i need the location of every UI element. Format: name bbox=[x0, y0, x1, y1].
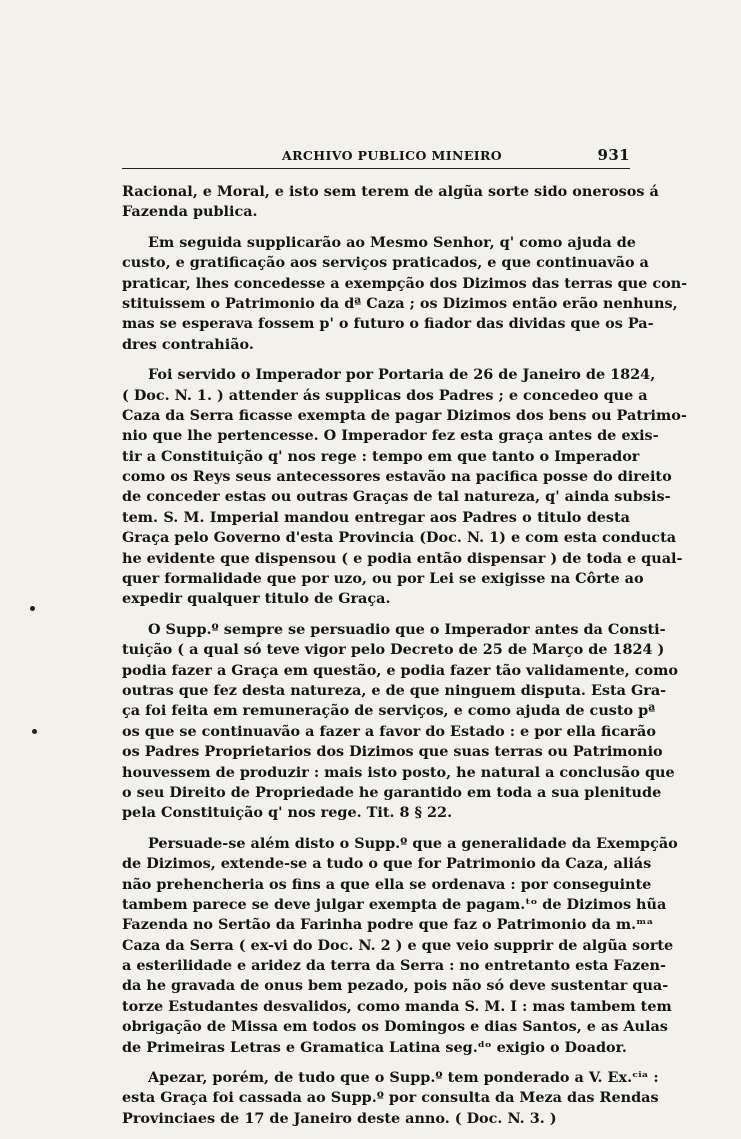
body-text bbox=[122, 182, 688, 1139]
text-line: tambem parece se deve julgar exempta de pagam.ᵗᵒ de Dizimos hũa bbox=[122, 895, 667, 913]
margin-dot bbox=[32, 729, 37, 734]
text-line: Foi servido o Imperador por Portaria de 26 de Janeiro de 1824, bbox=[148, 366, 656, 384]
text-line: o seu Direito de Propriedade he garantido em toda a sua plenitude bbox=[122, 783, 662, 801]
text-line: custo, e gratificação aos serviços praticados, e que continuavão a bbox=[122, 254, 649, 272]
text-line: mas se esperava fossem p' o futuro o fiador das dividas que os Pa- bbox=[122, 315, 654, 333]
running-header bbox=[122, 146, 630, 166]
text-line: praticar, lhes concedesse a exempção dos Dizimos das terras que con- bbox=[122, 274, 688, 292]
text-line: Caza da Serra ( ex-vi do Doc. N. 2 ) e que veio supprir de algũa sorte bbox=[122, 936, 674, 954]
text-line: Racional, e Moral, e isto sem terem de algũa sorte sido onerosos á bbox=[122, 183, 659, 200]
text-line: esta Graça foi cassada ao Supp.º por consulta da Meza das Rendas bbox=[122, 1089, 659, 1107]
text-line: não prehencheria os fins a que ella se ordenava : por conseguinte bbox=[122, 875, 652, 893]
text-line: tuição ( a qual só teve vigor pelo Decreto de 25 de Março de 1824 ) bbox=[122, 641, 665, 659]
text-line: como os Reys seus antecessores estavão na pacifica posse do direito bbox=[122, 468, 672, 486]
text-line: Fazenda no Sertão da Farinha podre que faz o Patrimonio da m.ᵐᵃ bbox=[122, 916, 654, 934]
text-line: tem. S. M. Imperial mandou entregar aos Padres o titulo desta bbox=[122, 508, 630, 526]
paragraph bbox=[122, 620, 678, 824]
margin-dot bbox=[30, 606, 35, 611]
text-line: ça foi feita em remuneração de serviços, e como ajuda de custo pª bbox=[122, 702, 656, 720]
text-line: de Dizimos, extende-se a tudo o que for Patrimonio da Caza, aliás bbox=[122, 855, 652, 873]
text-line: os que se continuavão a fazer a favor do Estado : e por ella ficarão bbox=[122, 722, 656, 740]
text-line: he evidente que dispensou ( e podia então dispensar ) de toda e qual- bbox=[122, 549, 683, 567]
paragraph bbox=[122, 182, 659, 223]
text-line: a esterilidade e aridez da terra da Serra : no entretanto esta Fazen- bbox=[122, 957, 666, 975]
text-line: expedir qualquer titulo de Graça. bbox=[122, 590, 391, 608]
text-line: Apezar, porém, de tudo que o Supp.º tem ponderado a V. Ex.ᶜⁱᵃ : bbox=[148, 1069, 659, 1087]
text-line: dres contrahião. bbox=[122, 335, 254, 353]
text-line: tir a Constituição q' nos rege : tempo em que tanto o Imperador bbox=[122, 447, 640, 465]
paragraph bbox=[122, 834, 678, 1058]
text-line: os Padres Proprietarios dos Dizimos que suas terras ou Patrimonio bbox=[122, 743, 663, 761]
text-line: pela Constituição q' nos rege. Tit. 8 § 22. bbox=[122, 804, 453, 822]
text-line: da he gravada de onus bem pezado, pois não só deve sustentar qua- bbox=[122, 977, 669, 995]
text-line: outras que fez desta natureza, e de que ninguem disputa. Esta Gra- bbox=[122, 681, 667, 699]
text-line: nio que lhe pertencesse. O Imperador fez esta graça antes de exis- bbox=[122, 427, 659, 445]
paragraph bbox=[122, 233, 688, 355]
text-line: de Primeiras Letras e Gramatica Latina seg.ᵈᵒ exigio o Doador. bbox=[122, 1038, 627, 1056]
text-line: Fazenda publica. bbox=[122, 203, 258, 221]
text-line: de conceder estas ou outras Graças de tal natureza, q' ainda subsis- bbox=[122, 488, 671, 506]
text-line: houvessem de produzir : mais isto posto, he natural a conclusão que bbox=[122, 763, 675, 781]
text-line: podia fazer a Graça em questão, e podia fazer tão validamente, como bbox=[122, 661, 678, 679]
text-line: ( Doc. N. 1. ) attender ás supplicas dos Padres ; e concedeo que a bbox=[122, 386, 648, 404]
text-line: Provinciaes de 17 de Janeiro deste anno. ( Doc. N. 3. ) bbox=[122, 1109, 557, 1127]
paragraph bbox=[122, 1068, 659, 1129]
header-rule bbox=[122, 168, 630, 169]
paragraph bbox=[122, 365, 687, 610]
text-line: O Supp.º sempre se persuadio que o Imperador antes da Consti- bbox=[148, 620, 666, 638]
text-line: torze Estudantes desvalidos, como manda S. M. I : mas tambem tem bbox=[122, 997, 672, 1015]
text-line: quer formalidade que por uzo, ou por Lei se exigisse na Côrte ao bbox=[122, 570, 644, 588]
text-line: stituissem o Patrimonio da dª Caza ; os Dizimos então erão nenhuns, bbox=[122, 294, 678, 312]
text-line: Persuade-se além disto o Supp.º que a generalidade da Exempção bbox=[148, 834, 678, 852]
text-line: Caza da Serra ficasse exempta de pagar Dizimos dos bens ou Patrimo- bbox=[122, 406, 687, 424]
header-title: ARCHIVO PUBLICO MINEIRO bbox=[282, 148, 503, 163]
text-line: obrigação de Missa em todos os Domingos e dias Santos, e as Aulas bbox=[122, 1018, 668, 1036]
page-number: 931 bbox=[597, 146, 630, 164]
text-line: Em seguida supplicarão ao Mesmo Senhor, q' como ajuda de bbox=[148, 233, 636, 251]
text-line: Graça pelo Governo d'esta Provincia (Doc. N. 1) e com esta conducta bbox=[122, 529, 677, 547]
